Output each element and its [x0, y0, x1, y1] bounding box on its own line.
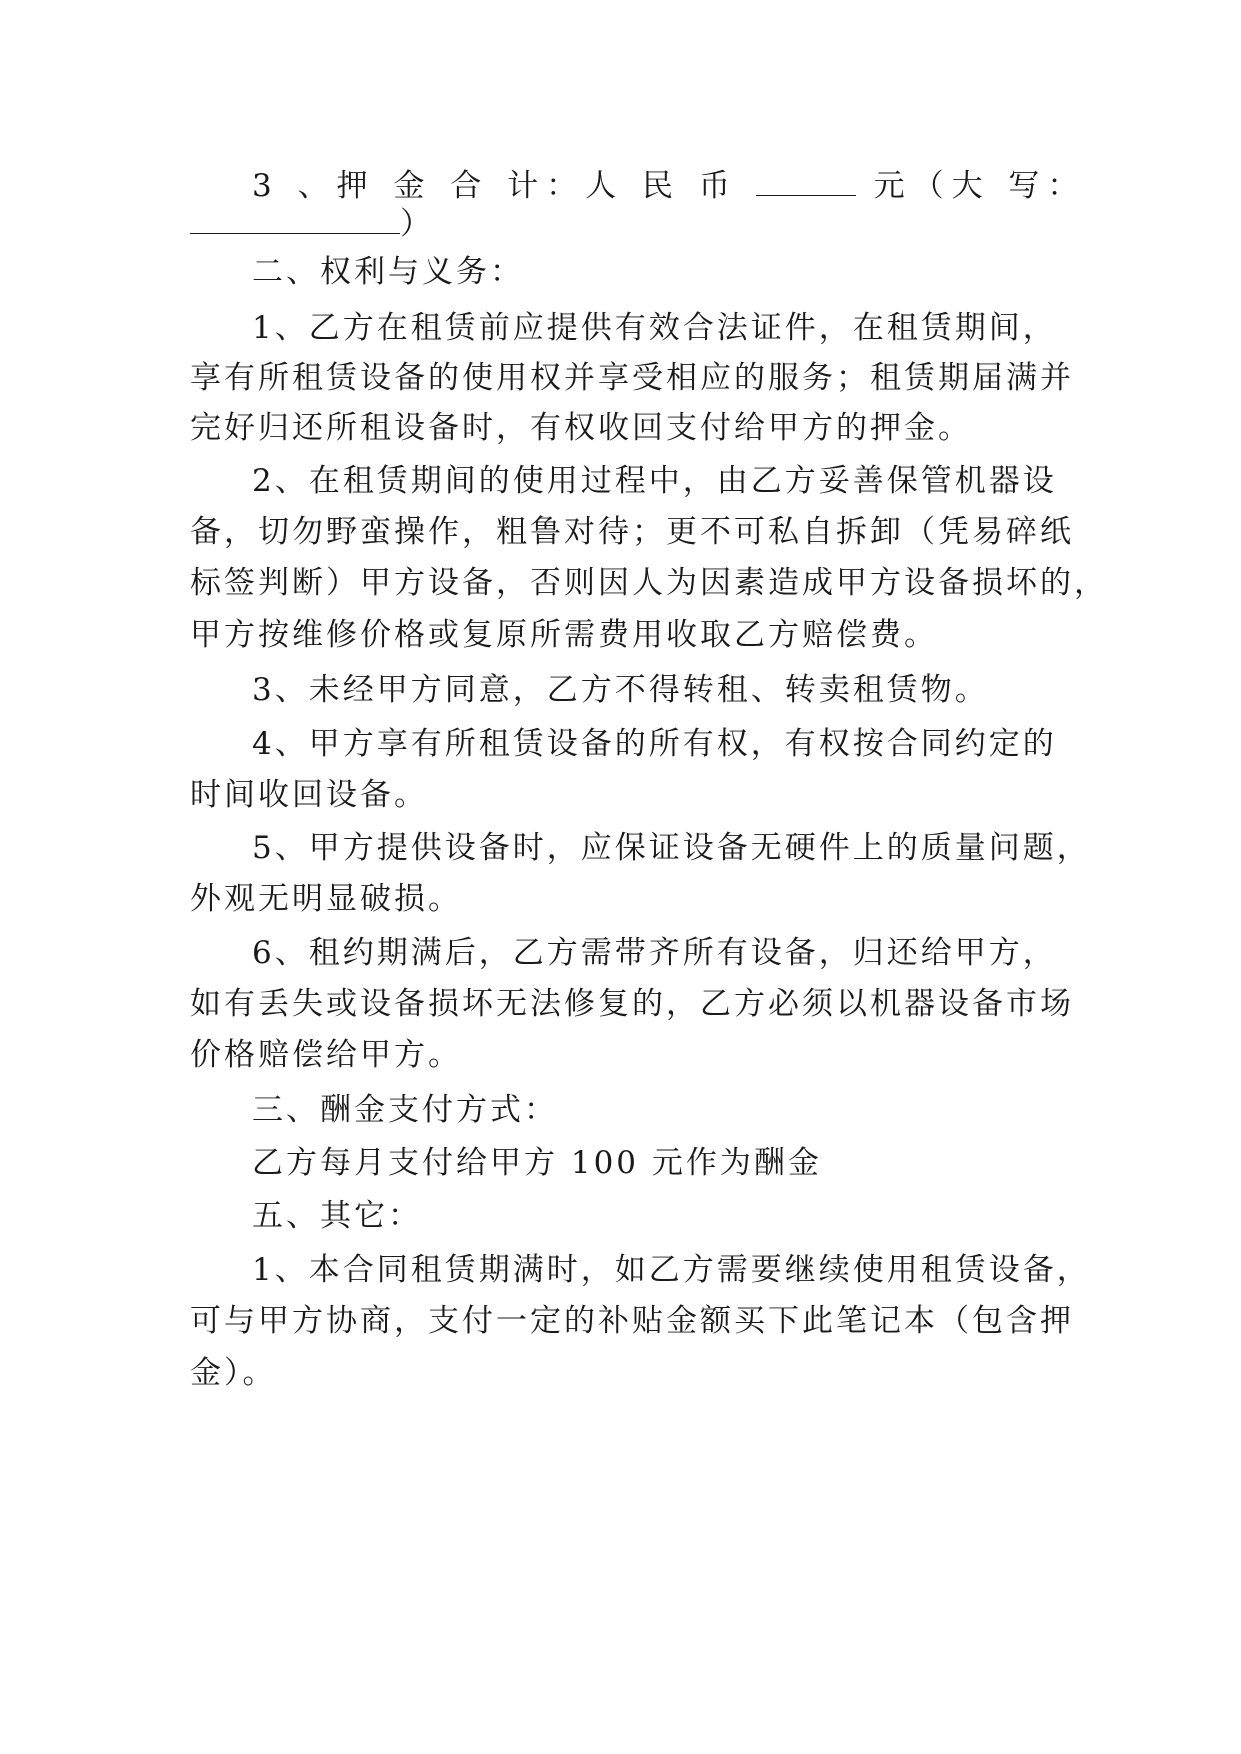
deposit-total-line: [252, 166, 1087, 206]
paragraph-line: 如有丢失或设备损坏无法修复的，乙方必须以机器设备市场: [190, 986, 1074, 1022]
deposit-total-line-2: [190, 204, 1060, 244]
amount-blank: [756, 167, 856, 196]
paragraph-line: 1、乙方在租赁前应提供有效合法证件，在租赁期间，: [252, 310, 1057, 346]
section-heading-payment: 三、酬金支付方式：: [252, 1092, 558, 1128]
paragraph-line: 可与甲方协商，支付一定的补贴金额买下此笔记本（包含押: [190, 1303, 1074, 1339]
section-heading-rights: 二、权利与义务：: [252, 254, 524, 290]
paragraph-line: 5、甲方提供设备时，应保证设备无硬件上的质量问题，: [252, 830, 1091, 866]
paragraph-line: 1、本合同租赁期满时，如乙方需要继续使用租赁设备，: [252, 1252, 1091, 1288]
paragraph-line: 完好归还所租设备时，有权收回支付给甲方的押金。: [190, 410, 972, 446]
paragraph-line: 2、在租赁期间的使用过程中，由乙方妥善保管机器设: [252, 463, 1057, 499]
paragraph-line: 4、甲方享有所租赁设备的所有权，有权按合同约定的: [252, 726, 1057, 762]
paragraph-line: 6、租约期满后，乙方需带齐所有设备，归还给甲方，: [252, 935, 1057, 971]
paragraph-line: 外观无明显破损。: [190, 881, 462, 917]
paragraph-line: 甲方按维修价格或复原所需费用收取乙方赔偿费。: [190, 617, 938, 653]
paragraph-line: 3、未经甲方同意，乙方不得转租、转卖租赁物。: [252, 672, 989, 708]
uppercase-amount-blank: [190, 205, 400, 234]
section-heading-other: 五、其它：: [252, 1198, 422, 1234]
paragraph-line: 价格赔偿给甲方。: [190, 1037, 462, 1073]
paragraph-line: 时间收回设备。: [190, 777, 428, 813]
deposit-prefix: 3 、押 金 合 计：人 民 币: [252, 168, 738, 204]
paragraph-line: 金）。: [190, 1355, 277, 1391]
deposit-close: ）: [400, 206, 434, 242]
deposit-unit: 元（大 写：: [873, 168, 1087, 204]
paragraph-line: 享有所租赁设备的使用权并享受相应的服务；租赁期届满并: [190, 360, 1074, 396]
paragraph-line: 备，切勿野蛮操作，粗鲁对待；更不可私自拆卸（凭易碎纸: [190, 514, 1074, 550]
paragraph-line: 标签判断）甲方设备，否则因人为因素造成甲方设备损坏的，: [190, 565, 1108, 601]
paragraph-line: 乙方每月支付给甲方 100 元作为酬金: [252, 1145, 822, 1181]
